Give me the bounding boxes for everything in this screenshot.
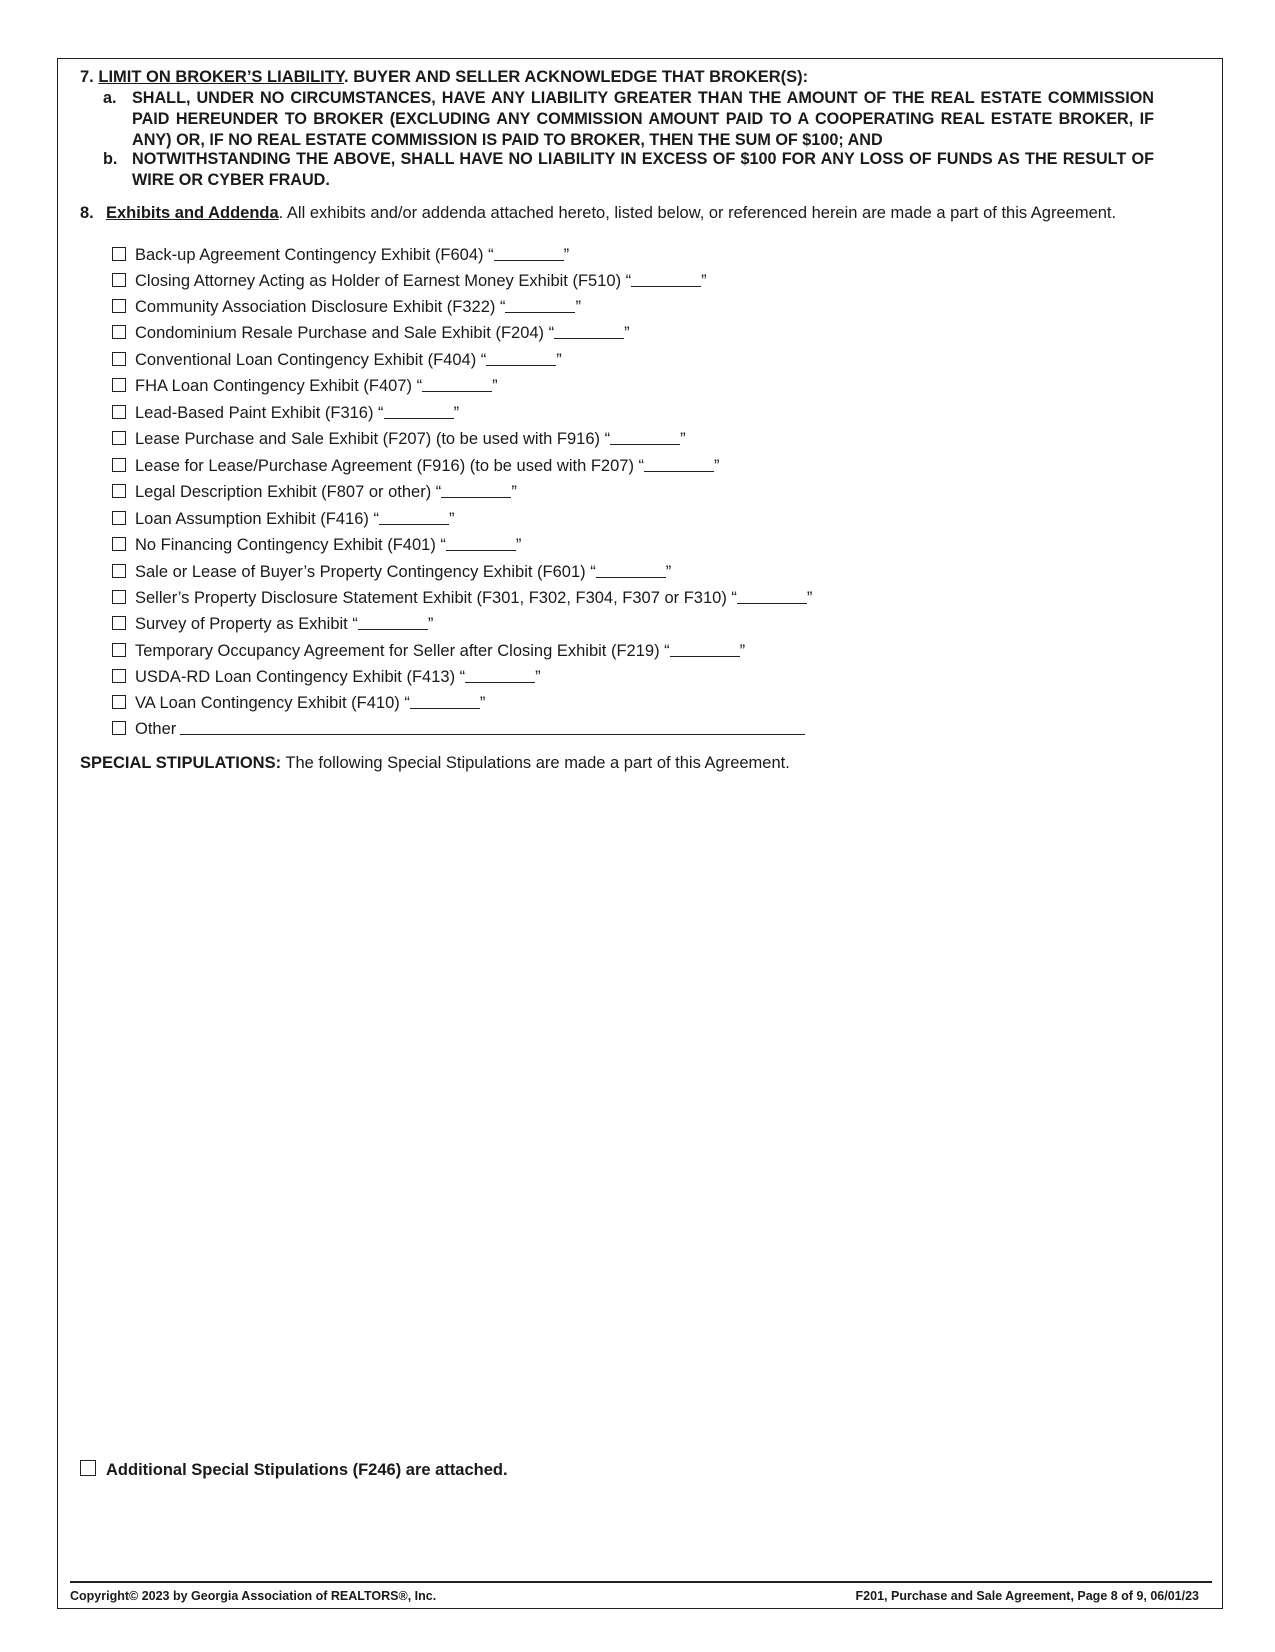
exhibit-blank[interactable] [384,404,454,419]
exhibit-label: Lead-Based Paint Exhibit (F316) “ [135,404,384,422]
exhibit-item [112,508,454,530]
exhibit-checkbox[interactable] [112,299,126,313]
exhibit-item [112,322,630,344]
exhibit-blank[interactable] [358,615,428,630]
special-stipulations [80,754,790,773]
exhibit-label: Temporary Occupancy Agreement for Seller after Closing Exhibit (F219) “ [135,642,670,660]
exhibit-checkbox[interactable] [112,616,126,630]
close-quote: ” [563,246,570,264]
exhibit-label: Condominium Resale Purchase and Sale Exhibit (F204) “ [135,324,555,342]
exhibit-blank[interactable] [670,642,740,657]
exhibit-checkbox[interactable] [112,378,126,392]
exhibit-label: Back-up Agreement Contingency Exhibit (F604) “ [135,246,494,264]
section-7-heading [80,68,808,87]
item-letter: b. [103,150,118,168]
exhibit-blank[interactable] [737,589,807,604]
section-title: LIMIT ON BROKER’S LIABILITY [98,68,345,86]
close-quote: ” [575,298,581,316]
exhibit-item [112,561,671,583]
footer-divider [70,1581,1212,1583]
close-quote: ” [535,668,541,686]
item-text: SHALL, UNDER NO CIRCUMSTANCES, HAVE ANY LIABILITY GREATER THAN THE AMOUNT OF THE REAL ESTATE COMMISSION PAID HEREUNDER TO BROKER (EXCLUDING ANY COMMISSION AMOUNT PAID TO A COOPERATING REAL ESTATE BROKER, IF ANY) OR, IF NO REAL ESTATE COMMISSION IS PAID TO BROKER, THEN THE SUM OF $100; AND [132,89,1154,149]
close-quote: ” [680,430,686,448]
section-number: 7. [80,68,94,86]
exhibit-blank[interactable] [446,536,516,551]
exhibit-blank[interactable] [410,694,480,709]
exhibit-label: Community Association Disclosure Exhibit (F322) “ [135,298,506,316]
close-quote: ” [515,536,522,554]
exhibit-checkbox[interactable] [112,590,126,604]
close-quote: ” [427,615,434,633]
exhibit-blank[interactable] [554,324,624,339]
exhibit-item [112,270,707,292]
exhibit-checkbox[interactable] [112,431,126,445]
exhibit-label: Lease Purchase and Sale Exhibit (F207) (to be used with F916) “ [135,430,611,448]
exhibit-checkbox[interactable] [112,325,126,339]
section-8-text [106,203,1153,223]
item-text: NOTWITHSTANDING THE ABOVE, SHALL HAVE NO LIABILITY IN EXCESS OF $100 FOR ANY LOSS OF FUNDS AS THE RESULT OF WIRE OR CYBER FRAUD. [132,150,1154,189]
exhibit-checkbox[interactable] [112,484,126,498]
exhibit-blank[interactable] [596,563,666,578]
exhibit-checkbox[interactable] [112,564,126,578]
section-number: 8. [80,204,94,222]
exhibit-label: Closing Attorney Acting as Holder of Earnest Money Exhibit (F510) “ [135,272,632,290]
exhibit-checkbox[interactable] [112,669,126,683]
exhibit-label: VA Loan Contingency Exhibit (F410) “ [135,694,410,712]
exhibit-item [112,481,517,503]
section-intro-text: . All exhibits and/or addenda attached hereto, listed below, or referenced herein are made a part of this Agreement. [278,204,1117,222]
exhibit-checkbox[interactable] [112,511,126,525]
exhibit-checkbox[interactable] [112,721,126,735]
close-quote: ” [492,377,498,395]
additional-stipulations [80,1460,508,1480]
exhibit-item [112,375,498,397]
exhibit-blank[interactable] [486,351,556,366]
close-quote: ” [556,351,562,369]
exhibit-blank[interactable] [505,298,575,313]
exhibit-checkbox[interactable] [112,458,126,472]
exhibit-checkbox[interactable] [112,273,126,287]
close-quote: ” [448,510,455,528]
close-quote: ” [665,563,672,581]
exhibit-item [112,587,812,609]
exhibit-blank[interactable] [631,272,701,287]
exhibit-label: No Financing Contingency Exhibit (F401) “ [135,536,446,554]
close-quote: ” [701,272,707,290]
exhibit-blank[interactable] [379,510,449,525]
exhibit-label: Sale or Lease of Buyer’s Property Contingency Exhibit (F601) “ [135,563,596,581]
exhibit-item [112,455,720,477]
exhibit-label: Survey of Property as Exhibit “ [135,615,358,633]
exhibit-checkbox[interactable] [112,643,126,657]
exhibit-checkbox[interactable] [112,695,126,709]
exhibit-label: Loan Assumption Exhibit (F416) “ [135,510,379,528]
close-quote: ” [739,642,746,660]
exhibit-label: Seller’s Property Disclosure Statement Exhibit (F301, F302, F304, F307 or F310) “ [135,589,737,607]
item-letter: a. [103,89,117,107]
special-stipulations-text: The following Special Stipulations are made a part of this Agreement. [281,754,790,772]
close-quote: ” [806,589,813,607]
exhibit-label: FHA Loan Contingency Exhibit (F407) “ [135,377,423,395]
exhibit-item [112,613,433,635]
form-page-info: F201, Purchase and Sale Agreement, Page 8 of 9, 06/01/23 [855,1589,1199,1603]
exhibit-checkbox[interactable] [112,405,126,419]
exhibit-checkbox[interactable] [112,352,126,366]
section-heading-rest: . BUYER AND SELLER ACKNOWLEDGE THAT BROKER(S): [344,68,809,86]
exhibit-label: USDA-RD Loan Contingency Exhibit (F413) “ [135,668,466,686]
copyright-text: Copyright© 2023 by Georgia Association of REALTORS®, Inc. [70,1589,437,1603]
exhibit-item-other [112,718,805,740]
exhibit-label: Legal Description Exhibit (F807 or other) “ [135,483,442,501]
exhibit-blank[interactable] [441,483,511,498]
exhibit-checkbox[interactable] [112,537,126,551]
exhibit-item [112,666,541,688]
close-quote: ” [511,483,517,501]
close-quote: ” [453,404,460,422]
close-quote: ” [624,324,630,342]
exhibit-item [112,296,581,318]
exhibit-blank[interactable] [494,246,564,261]
special-stipulations-heading: SPECIAL STIPULATIONS: [80,754,282,772]
exhibit-checkbox[interactable] [112,247,126,261]
other-blank[interactable] [180,720,805,735]
exhibit-item [112,534,521,556]
exhibit-item [112,428,686,450]
exhibit-blank[interactable] [422,377,492,392]
exhibit-item [112,640,745,662]
close-quote: ” [714,457,720,475]
section-title: Exhibits and Addenda [106,204,279,222]
additional-stipulations-checkbox[interactable] [80,1460,96,1476]
close-quote: ” [479,694,486,712]
exhibit-blank[interactable] [465,668,535,683]
additional-stipulations-label: Additional Special Stipulations (F246) are attached. [106,1461,508,1479]
exhibit-item [112,692,485,714]
exhibit-label: Conventional Loan Contingency Exhibit (F404) “ [135,351,487,369]
exhibit-label: Other [135,720,177,738]
exhibit-label: Lease for Lease/Purchase Agreement (F916) (to be used with F207) “ [135,457,645,475]
exhibit-item [112,244,569,266]
exhibit-blank[interactable] [610,430,680,445]
exhibit-blank[interactable] [644,457,714,472]
exhibit-item [112,402,459,424]
exhibit-item [112,349,562,371]
